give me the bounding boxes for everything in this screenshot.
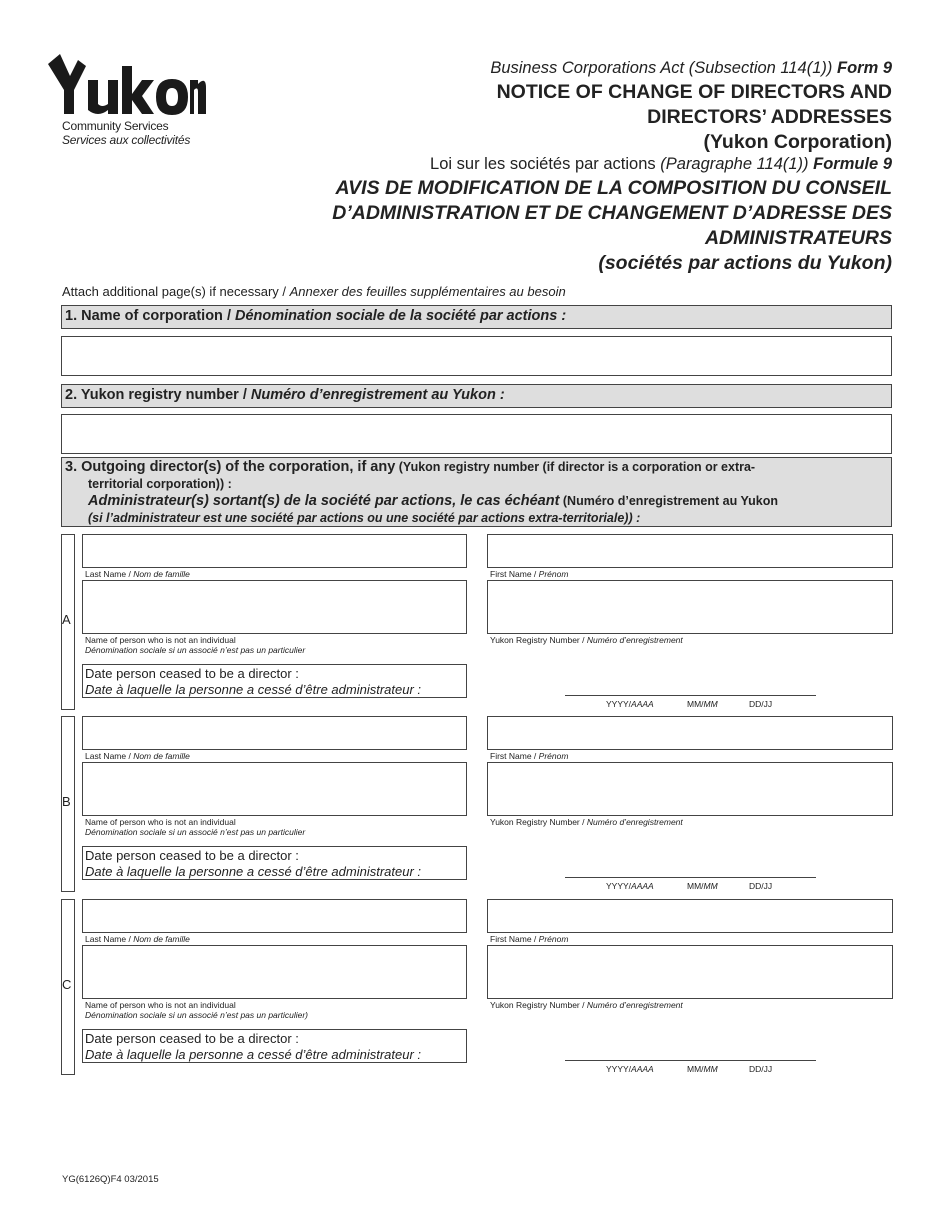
form-title-fr-4: (sociétés par actions du Yukon) [598, 252, 892, 274]
form-title-en-3: (Yukon Corporation) [703, 131, 892, 153]
group-letter: A [62, 612, 71, 627]
director-group-c [61, 899, 894, 1075]
registry-number-label: Yukon Registry Number / Numéro d’enregistrement [490, 635, 683, 645]
date-ceased-label: Date person ceased to be a director : Date à laquelle la personne a cessé d’être administrateur : [82, 1029, 467, 1063]
last-name-field[interactable] [82, 899, 467, 933]
date-month-label: MM/MM [687, 699, 718, 709]
non-individual-name-label: Name of person who is not an individual Dénomination sociale si un associé n’est pas un particulier [85, 817, 306, 837]
attach-note: Attach additional page(s) if necessary / Annexer des feuilles supplémentaires au besoin [62, 284, 566, 299]
first-name-field[interactable] [487, 899, 893, 933]
form-title-fr-2: D’ADMINISTRATION ET DE CHANGEMENT D’ADRESSE DES [332, 202, 892, 224]
section-2-header: 2. Yukon registry number / Numéro d’enregistrement au Yukon : [61, 384, 892, 408]
first-name-label: First Name / Prénom [490, 569, 569, 579]
date-ceased-label: Date person ceased to be a director : Date à laquelle la personne a cessé d’être administrateur : [82, 846, 467, 880]
date-year-label: YYYY/AAAA [606, 1064, 654, 1074]
registry-number-field[interactable] [487, 945, 893, 999]
last-name-field[interactable] [82, 534, 467, 568]
first-name-label: First Name / Prénom [490, 934, 569, 944]
date-day-label: DD/JJ [749, 1064, 773, 1074]
logo-department-fr: Services aux collectivités [62, 133, 191, 147]
section-1-header: 1. Name of corporation / Dénomination sociale de la société par actions : [61, 305, 892, 329]
director-group-a [61, 534, 894, 710]
non-individual-name-label: Name of person who is not an individual Dénomination sociale si un associé n’est pas un particulier [85, 635, 306, 655]
last-name-label: Last Name / Nom de famille [85, 751, 190, 761]
form-code: YG(6126Q)F4 03/2015 [62, 1174, 159, 1185]
non-individual-name-field[interactable] [82, 762, 467, 816]
act-reference-fr: Loi sur les sociétés par actions (Paragraphe 114(1)) Formule 9 [430, 155, 892, 173]
non-individual-name-field[interactable] [82, 945, 467, 999]
last-name-label: Last Name / Nom de famille [85, 569, 190, 579]
non-individual-name-field[interactable] [82, 580, 467, 634]
form-title-en-1: NOTICE OF CHANGE OF DIRECTORS AND [496, 81, 892, 103]
date-day-label: DD/JJ [749, 699, 773, 709]
group-letter: C [62, 977, 72, 992]
form-title-fr-1: AVIS DE MODIFICATION DE LA COMPOSITION DU CONSEIL [335, 177, 892, 199]
director-group-b [61, 716, 894, 892]
last-name-field[interactable] [82, 716, 467, 750]
last-name-label: Last Name / Nom de famille [85, 934, 190, 944]
first-name-field[interactable] [487, 716, 893, 750]
date-ceased-field[interactable] [565, 877, 816, 878]
date-ceased-label: Date person ceased to be a director : Date à laquelle la personne a cessé d’être administrateur : [82, 664, 467, 698]
date-ceased-field[interactable] [565, 695, 816, 696]
form-title-fr-3: ADMINISTRATEURS [704, 227, 892, 249]
non-individual-name-label: Name of person who is not an individual Dénomination sociale si un associé n’est pas un particulier) [85, 1000, 309, 1020]
first-name-field[interactable] [487, 534, 893, 568]
corporation-name-field[interactable] [61, 336, 892, 376]
date-month-label: MM/MM [687, 1064, 718, 1074]
act-reference-en: Business Corporations Act (Subsection 114(1)) Form 9 [490, 59, 892, 77]
first-name-label: First Name / Prénom [490, 751, 569, 761]
date-year-label: YYYY/AAAA [606, 699, 654, 709]
date-year-label: YYYY/AAAA [606, 881, 654, 891]
registry-number-field[interactable] [487, 580, 893, 634]
logo-department-en: Community Services [62, 119, 169, 133]
date-ceased-field[interactable] [565, 1060, 816, 1061]
registry-number-label: Yukon Registry Number / Numéro d’enregistrement [490, 1000, 683, 1010]
date-day-label: DD/JJ [749, 881, 773, 891]
registry-number-field[interactable] [487, 762, 893, 816]
form-title-en-2: DIRECTORS’ ADDRESSES [647, 106, 892, 128]
group-letter: B [62, 794, 71, 809]
yukon-logo-icon [46, 52, 206, 122]
date-month-label: MM/MM [687, 881, 718, 891]
registry-number-label: Yukon Registry Number / Numéro d’enregistrement [490, 817, 683, 827]
registry-number-field[interactable] [61, 414, 892, 454]
section-3-header: 3. Outgoing director(s) of the corporation, if any (Yukon registry number (if director is a corporation or extra- territorial corporation)) : Administrateur(s) sortant(s) de la société par actions, le cas échéant (Numéro d’enregistrement au Yukon (si l’administrateur est une société par actions ou une société par actions extra-territoriale)) : [61, 457, 892, 527]
